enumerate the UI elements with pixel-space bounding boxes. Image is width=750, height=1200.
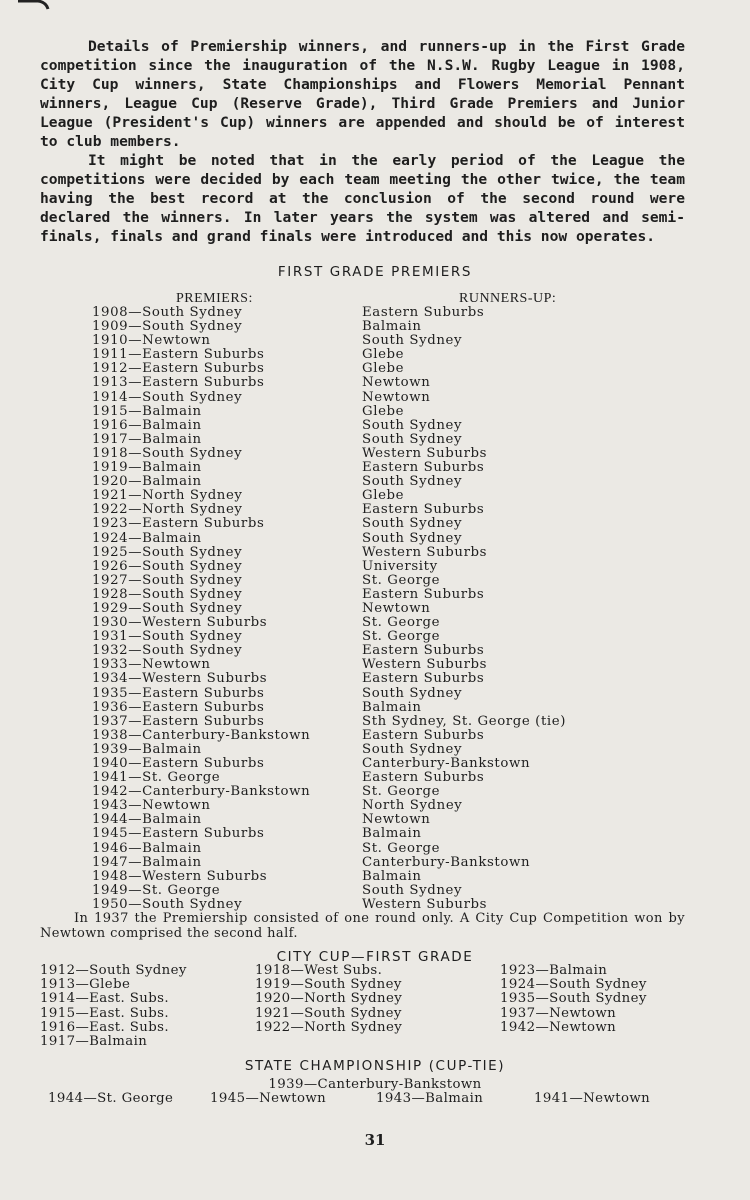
premier-entry: 1935—Eastern Suburbs bbox=[92, 685, 265, 701]
premier-entry: 1936—Eastern Suburbs bbox=[92, 699, 265, 715]
premier-entry: 1931—South Sydney bbox=[92, 629, 243, 645]
premier-entry: 1916—Balmain bbox=[92, 417, 202, 433]
city-cup-entry: 1942—Newtown bbox=[500, 1019, 617, 1035]
runner-up-entry: South Sydney bbox=[362, 333, 463, 349]
runner-up-entry: South Sydney bbox=[362, 882, 463, 898]
runner-up-entry: Eastern Suburbs bbox=[362, 460, 485, 476]
premier-entry: 1908—South Sydney bbox=[92, 305, 243, 320]
runner-up-entry: Eastern Suburbs bbox=[362, 727, 485, 743]
first-grade-heading: FIRST GRADE PREMIERS bbox=[277, 264, 473, 280]
runner-up-entry: Sth Sydney, St. George (tie) bbox=[362, 713, 567, 729]
city-cup-column-1 bbox=[40, 964, 187, 1049]
city-cup-entry: 1919—South Sydney bbox=[255, 977, 402, 993]
premiers-column-header: PREMIERS: bbox=[176, 291, 253, 306]
premier-entry: 1925—South Sydney bbox=[92, 544, 243, 560]
city-cup-entry: 1912—South Sydney bbox=[40, 963, 187, 978]
premier-entry: 1945—Eastern Suburbs bbox=[92, 826, 265, 842]
runner-up-entry: South Sydney bbox=[362, 431, 463, 447]
city-cup-entry: 1937—Newtown bbox=[500, 1005, 617, 1021]
runner-up-entry: Western Suburbs bbox=[362, 445, 488, 461]
premier-entry: 1923—Eastern Suburbs bbox=[92, 516, 265, 532]
runner-up-entry: South Sydney bbox=[362, 530, 463, 546]
premier-entry: 1909—South Sydney bbox=[92, 319, 243, 335]
intro-paragraph-2: It might be noted that in the early period of the League the competitions were decided by each team meeting the other twice, the team having the best record at the conclusion of the second round were declared the winners. In later years the system was altered and semi-finals, finals and grand finals were introduced and this now operates. bbox=[40, 152, 685, 245]
premier-entry: 1914—South Sydney bbox=[92, 389, 243, 405]
runner-up-entry: Eastern Suburbs bbox=[362, 305, 485, 320]
runner-up-entry: Glebe bbox=[362, 403, 405, 419]
city-cup-entry: 1924—South Sydney bbox=[500, 977, 647, 993]
premier-entry: 1918—South Sydney bbox=[92, 445, 243, 461]
city-cup-entry: 1914—East. Subs. bbox=[40, 991, 170, 1007]
runner-up-entry: Eastern Suburbs bbox=[362, 770, 485, 786]
premier-entry: 1928—South Sydney bbox=[92, 586, 243, 602]
state-championship-item: 1941—Newtown bbox=[534, 1091, 651, 1106]
premier-entry: 1911—Eastern Suburbs bbox=[92, 347, 265, 363]
runner-up-entry: St. George bbox=[362, 784, 441, 800]
runner-up-entry: Western Suburbs bbox=[362, 896, 488, 912]
city-cup-entry: 1921—South Sydney bbox=[255, 1005, 402, 1021]
premier-entry: 1937—Eastern Suburbs bbox=[92, 713, 265, 729]
premier-entry: 1929—South Sydney bbox=[92, 600, 243, 616]
premier-entry: 1921—North Sydney bbox=[92, 488, 243, 504]
runner-up-entry: Newtown bbox=[362, 389, 431, 405]
runner-up-entry: St. George bbox=[362, 615, 441, 631]
runner-up-entry: St. George bbox=[362, 629, 441, 645]
premier-entry: 1949—St. George bbox=[92, 882, 221, 898]
premier-entry: 1943—Newtown bbox=[92, 798, 211, 814]
city-cup-column-3 bbox=[500, 964, 647, 1035]
runner-up-entry: South Sydney bbox=[362, 474, 463, 490]
runner-up-entry: Western Suburbs bbox=[362, 544, 488, 560]
premier-entry: 1932—South Sydney bbox=[92, 643, 243, 659]
runner-up-entry: St. George bbox=[362, 840, 441, 856]
state-championship-item: 1945—Newtown bbox=[210, 1091, 327, 1106]
premier-entry: 1913—Eastern Suburbs bbox=[92, 375, 265, 391]
premier-entry: 1927—South Sydney bbox=[92, 572, 243, 588]
first-grade-note bbox=[40, 911, 685, 941]
premier-entry: 1922—North Sydney bbox=[92, 502, 243, 518]
runner-up-entry: Glebe bbox=[362, 347, 405, 363]
premier-entry: 1910—Newtown bbox=[92, 333, 211, 349]
city-cup-column-2 bbox=[255, 964, 402, 1035]
runner-up-entry: Canterbury-Bankstown bbox=[362, 756, 531, 771]
premier-entry: 1941—St. George bbox=[92, 770, 221, 786]
runners-up-column-header: RUNNERS-UP: bbox=[459, 291, 557, 306]
runner-up-entry: South Sydney bbox=[362, 516, 463, 532]
city-cup-entry: 1913—Glebe bbox=[40, 977, 131, 993]
runner-up-entry: Balmain bbox=[362, 319, 422, 335]
runner-up-entry: Newtown bbox=[362, 375, 431, 391]
premier-entry: 1944—Balmain bbox=[92, 812, 202, 828]
runner-up-entry: Canterbury-Bankstown bbox=[362, 854, 531, 870]
premier-entry: 1938—Canterbury-Bankstown bbox=[92, 727, 311, 743]
state-championship-top: 1939—Canterbury-Bankstown bbox=[268, 1077, 482, 1092]
premier-entry: 1940—Eastern Suburbs bbox=[92, 756, 265, 771]
premier-entry: 1920—Balmain bbox=[92, 474, 202, 490]
note-text: In 1937 the Premiership consisted of one round only. A City Cup Competition won by Newtown comprised the second half. bbox=[40, 911, 685, 941]
runner-up-entry: South Sydney bbox=[362, 685, 463, 701]
city-cup-entry: 1917—Balmain bbox=[40, 1034, 148, 1050]
corner-ink-mark bbox=[18, 0, 50, 10]
state-championship-item: 1943—Balmain bbox=[376, 1091, 484, 1106]
runner-up-entry: Eastern Suburbs bbox=[362, 586, 485, 602]
premier-entry: 1946—Balmain bbox=[92, 840, 202, 856]
runner-up-entry: Balmain bbox=[362, 826, 422, 842]
intro-text bbox=[40, 37, 685, 246]
premier-entry: 1939—Balmain bbox=[92, 741, 202, 757]
runner-up-entry: St. George bbox=[362, 572, 441, 588]
runner-up-entry: Eastern Suburbs bbox=[362, 643, 485, 659]
premier-entry: 1924—Balmain bbox=[92, 530, 202, 546]
premier-entry: 1934—Western Suburbs bbox=[92, 671, 268, 687]
premier-entry: 1926—South Sydney bbox=[92, 558, 243, 574]
runner-up-entry: University bbox=[362, 558, 438, 574]
runner-up-entry: Glebe bbox=[362, 361, 405, 377]
city-cup-entry: 1918—West Subs. bbox=[255, 963, 383, 978]
premier-entry: 1933—Newtown bbox=[92, 657, 211, 673]
premier-entry: 1917—Balmain bbox=[92, 431, 202, 447]
city-cup-heading: CITY CUP—FIRST GRADE bbox=[276, 949, 474, 965]
runner-up-entry: Newtown bbox=[362, 812, 431, 828]
page-number: 31 bbox=[364, 1131, 386, 1149]
runner-up-entry: Balmain bbox=[362, 699, 422, 715]
premier-entry: 1919—Balmain bbox=[92, 460, 202, 476]
city-cup-entry: 1935—South Sydney bbox=[500, 991, 647, 1007]
intro-paragraph-1: Details of Premiership winners, and runners-up in the First Grade competition since the inauguration of the N.S.W. Rugby League in 1908, City Cup winners, State Championships and Flowers Memorial Pennant winners, League Cup (Reserve Grade), Third Grade Premiers and Junior League (President's Cup) winners are appended and should be of interest to club members. bbox=[40, 38, 685, 150]
city-cup-entry: 1920—North Sydney bbox=[255, 991, 403, 1007]
city-cup-entry: 1916—East. Subs. bbox=[40, 1019, 170, 1035]
state-championship-item: 1944—St. George bbox=[48, 1091, 174, 1106]
runner-up-entry: Glebe bbox=[362, 488, 405, 504]
premiers-list bbox=[92, 306, 310, 912]
premier-entry: 1930—Western Suburbs bbox=[92, 615, 268, 631]
city-cup-entry: 1922—North Sydney bbox=[255, 1019, 403, 1035]
runner-up-entry: Eastern Suburbs bbox=[362, 502, 485, 518]
runner-up-entry: Balmain bbox=[362, 868, 422, 884]
city-cup-entry: 1915—East. Subs. bbox=[40, 1005, 170, 1021]
city-cup-entry: 1923—Balmain bbox=[500, 963, 608, 978]
premier-entry: 1942—Canterbury-Bankstown bbox=[92, 784, 311, 800]
premier-entry: 1947—Balmain bbox=[92, 854, 202, 870]
premier-entry: 1950—South Sydney bbox=[92, 896, 243, 912]
runner-up-entry: South Sydney bbox=[362, 741, 463, 757]
state-championship-heading: STATE CHAMPIONSHIP (CUP-TIE) bbox=[244, 1058, 506, 1074]
premier-entry: 1948—Western Suburbs bbox=[92, 868, 268, 884]
runner-up-entry: Eastern Suburbs bbox=[362, 671, 485, 687]
runner-up-entry: North Sydney bbox=[362, 798, 463, 814]
runners-up-list bbox=[362, 306, 566, 912]
premier-entry: 1915—Balmain bbox=[92, 403, 202, 419]
runner-up-entry: Newtown bbox=[362, 600, 431, 616]
premier-entry: 1912—Eastern Suburbs bbox=[92, 361, 265, 377]
runner-up-entry: South Sydney bbox=[362, 417, 463, 433]
runner-up-entry: Western Suburbs bbox=[362, 657, 488, 673]
